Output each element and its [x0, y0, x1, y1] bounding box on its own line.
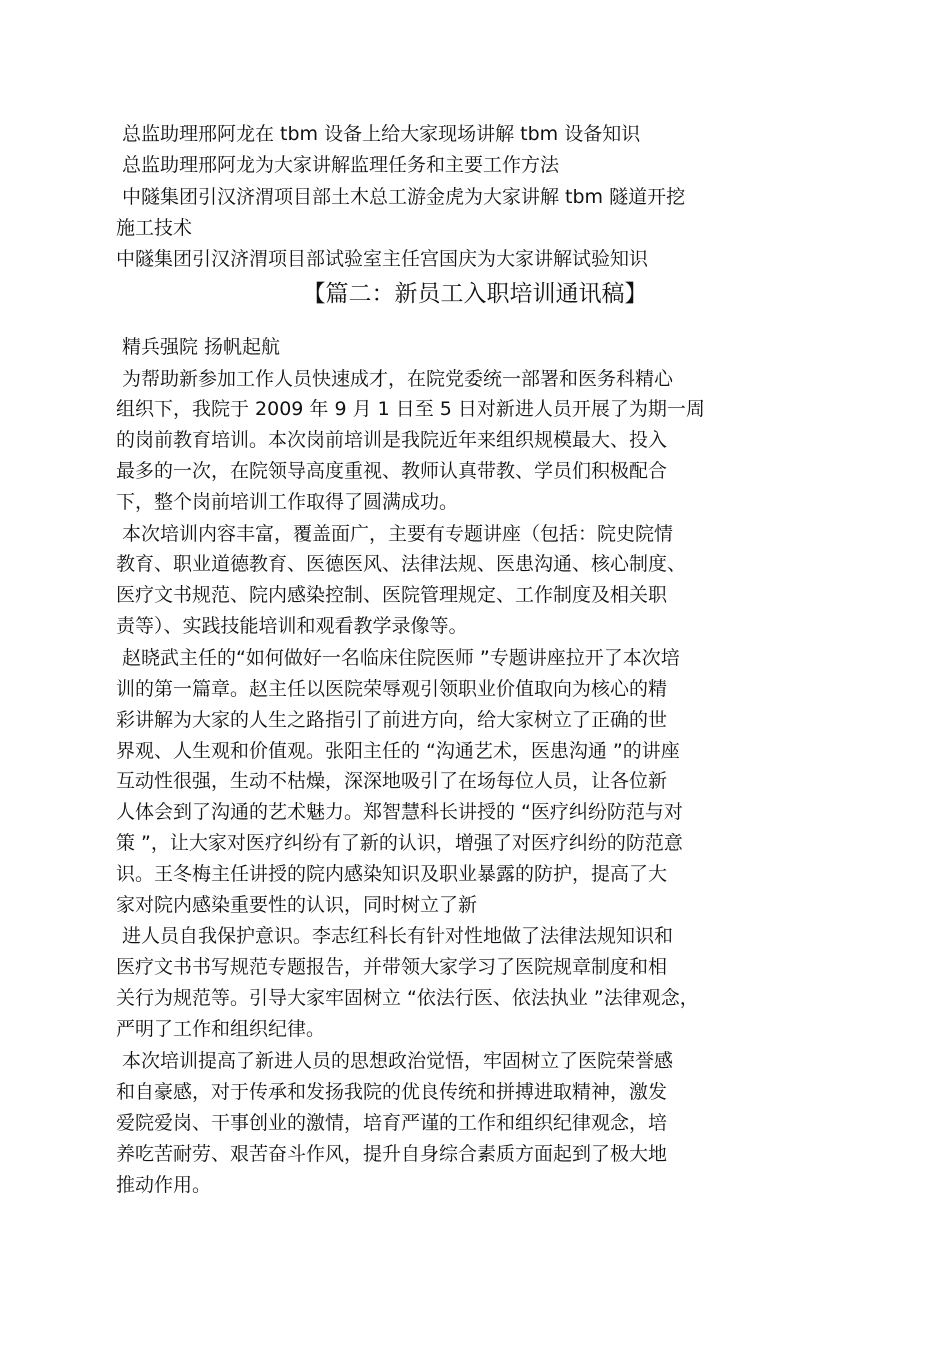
- paragraph-3-line: 互动性很强，生动不枯燥，深深地吸引了在场每位人员，让各位新: [116, 770, 668, 792]
- paragraph-3-line: 家对院内感染重要性的认识，同时树立了新: [116, 894, 478, 916]
- paragraph-3-line: 界观、人生观和价值观。张阳主任的 “沟通艺术，医患沟通 ”的讲座: [116, 740, 680, 762]
- paragraph-3-line: 训的第一篇章。赵主任以医院荣辱观引领职业价值取向为核心的精: [116, 678, 668, 700]
- paragraph-3-line: 严明了工作和组织纪律。: [116, 1018, 326, 1040]
- paragraph-4-line: 和自豪感，对于传承和发扬我院的优良传统和拼搏进取精神，激发: [116, 1081, 668, 1103]
- paragraph-1-line: 下，整个岗前培训工作取得了圆满成功。: [116, 491, 459, 513]
- caption-line: 中隧集团引汉济渭项目部土木总工游金虎为大家讲解 tbm 隧道开挖: [122, 186, 686, 208]
- paragraph-2-line: 医疗文书规范、院内感染控制、医院管理规定、工作制度及相关职: [116, 584, 668, 606]
- paragraph-1-line: 最多的一次，在院领导高度重视、教师认真带教、学员们积极配合: [116, 460, 668, 482]
- paragraph-1-line: 组织下，我院于 2009 年 9 月 1 日至 5 日对新进人员开展了为期一周: [116, 398, 705, 420]
- paragraph-3-line: 识。王冬梅主任讲授的院内感染知识及职业暴露的防护，提高了大: [116, 863, 668, 885]
- paragraph-3-line: 彩讲解为大家的人生之路指引了前进方向，给大家树立了正确的世: [116, 709, 668, 731]
- paragraph-3-line: 策 ”，让大家对医疗纠纷有了新的认识，增强了对医疗纠纷的防范意: [116, 832, 683, 854]
- paragraph-3-line: 医疗文书书写规范专题报告，并带领大家学习了医院规章制度和相: [116, 956, 668, 978]
- paragraph-2-line: 责等）、实践技能培训和观看教学录像等。: [116, 615, 468, 637]
- section-heading: 【篇二：新员工入职培训通讯稿】: [302, 281, 648, 307]
- caption-line: 施工技术: [116, 217, 193, 239]
- paragraph-2-line: 本次培训内容丰富，覆盖面广，主要有专题讲座（包括：院史院情: [122, 523, 674, 545]
- caption-line: 总监助理邢阿龙在 tbm 设备上给大家现场讲解 tbm 设备知识: [122, 123, 641, 145]
- paragraph-3-line: 进人员自我保护意识。李志红科长有针对性地做了法律法规知识和: [122, 925, 674, 947]
- paragraph-4-line: 爱院爱岗、干事创业的激情，培育严谨的工作和组织纪律观念，培: [116, 1112, 668, 1134]
- paragraph-4-line: 推动作用。: [116, 1174, 212, 1196]
- article-title: 精兵强院 扬帆起航: [122, 336, 281, 358]
- paragraph-1-line: 为帮助新参加工作人员快速成才，在院党委统一部署和医务科精心: [122, 368, 674, 390]
- paragraph-2-line: 教育、职业道德教育、医德医风、法律法规、医患沟通、核心制度、: [116, 553, 687, 575]
- paragraph-4-line: 本次培训提高了新进人员的思想政治觉悟，牢固树立了医院荣誉感: [122, 1050, 674, 1072]
- paragraph-3-line: 人体会到了沟通的艺术魅力。郑智慧科长讲授的 “医疗纠纷防范与对: [116, 801, 683, 823]
- paragraph-1-line: 的岗前教育培训。本次岗前培训是我院近年来组织规模最大、投入: [116, 429, 668, 451]
- caption-line: 总监助理邢阿龙为大家讲解监理任务和主要工作方法: [122, 154, 560, 176]
- paragraph-3-line: 赵晓武主任的“如何做好一名临床住院医师 ”专题讲座拉开了本次培: [122, 647, 680, 669]
- paragraph-4-line: 养吃苦耐劳、艰苦奋斗作风，提升自身综合素质方面起到了极大地: [116, 1143, 668, 1165]
- paragraph-3-line: 关行为规范等。引导大家牢固树立 “依法行医、依法执业 ”法律观念，: [116, 987, 699, 1009]
- caption-line: 中隧集团引汉济渭项目部试验室主任宫国庆为大家讲解试验知识: [116, 248, 649, 270]
